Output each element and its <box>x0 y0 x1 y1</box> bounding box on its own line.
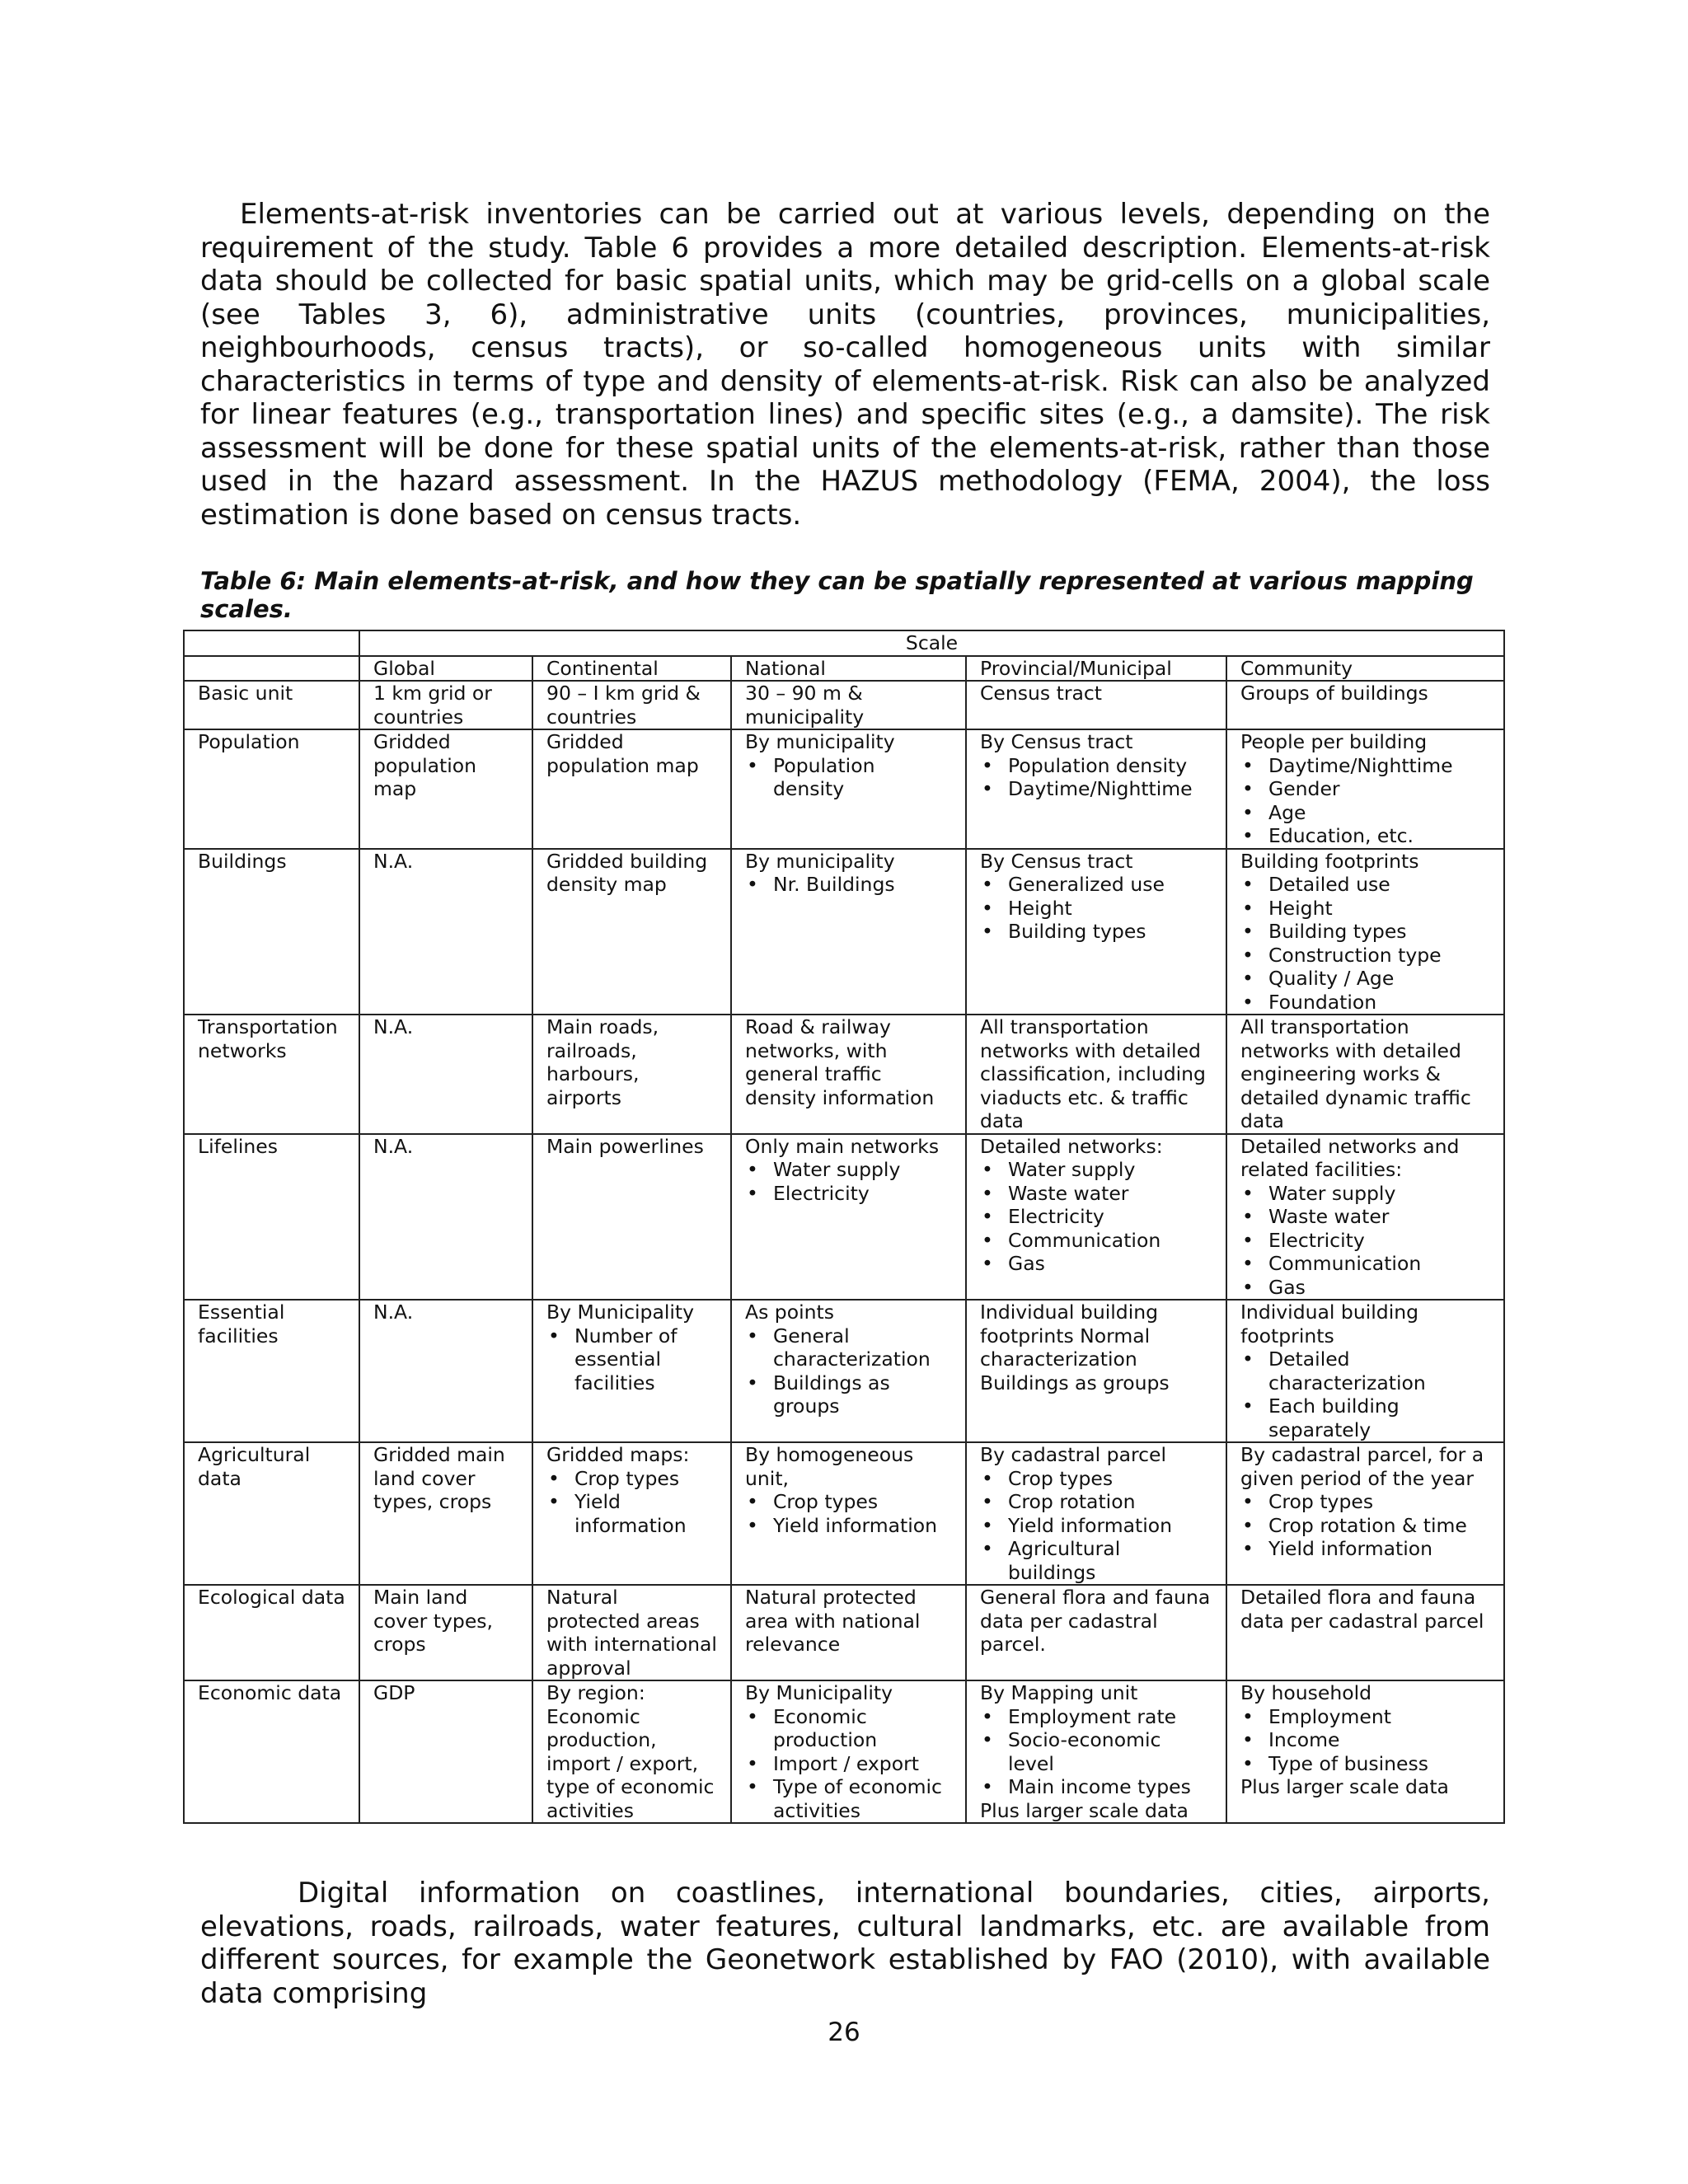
bullet-item: • Yield information <box>980 1514 1212 1538</box>
cell-text: Natural protected area with national relevance <box>745 1586 921 1656</box>
cell-text: Gridded main land cover types, crops <box>373 1443 505 1513</box>
cell-global <box>359 1680 532 1823</box>
cell-footer-text: Plus larger scale data <box>980 1798 1189 1822</box>
cell-community <box>1226 1585 1504 1680</box>
cell-text: All transportation networks with detailed classification, including viaducts etc. & traffic data <box>980 1015 1206 1132</box>
cell-text: 90 – I km grid & countries <box>546 682 701 729</box>
bullet-list <box>745 1705 952 1823</box>
bullet-item: • Nr. Buildings <box>745 873 952 897</box>
bullet-item: • Buildings as groups <box>745 1371 952 1418</box>
cell-text: Detailed flora and fauna data per cadastral parcel <box>1240 1586 1484 1633</box>
row-label: Transportation networks <box>184 1015 359 1134</box>
bullet-item: • Construction type <box>1240 944 1490 968</box>
cell-text: Main land cover types, crops <box>373 1586 494 1656</box>
cell-text: By municipality <box>745 730 895 753</box>
cell-footer-text: Plus larger scale data <box>1240 1775 1449 1798</box>
column-header-row <box>184 656 1504 682</box>
bullet-list <box>546 1467 717 1538</box>
row-label: Economic data <box>184 1680 359 1823</box>
cell-text: Only main networks <box>745 1134 940 1158</box>
table-caption: Table 6: Main elements-at-risk, and how they can be spatially represented at various mapping scales. <box>200 567 1474 623</box>
cell-text: N.A. <box>373 1301 414 1324</box>
cell-text: Detailed networks and related facilities: <box>1240 1134 1460 1181</box>
bullet-item: • Electricity <box>745 1182 952 1206</box>
bullet-item: • Daytime/Nighttime <box>1240 754 1490 778</box>
cell-text: As points <box>745 1301 834 1324</box>
cell-national <box>731 1442 966 1585</box>
cell-provincial <box>966 1134 1226 1301</box>
bullet-item: • Crop types <box>546 1467 717 1491</box>
cell-provincial <box>966 729 1226 849</box>
cell-text: Road & railway networks, with general traffic density information <box>745 1015 935 1109</box>
column-header-community: Community <box>1226 656 1504 682</box>
bullet-item: • Population density <box>745 754 952 801</box>
table-row <box>184 1300 1504 1442</box>
bullet-list <box>980 754 1212 801</box>
cell-global <box>359 1134 532 1301</box>
cell-national <box>731 1585 966 1680</box>
cell-global <box>359 1585 532 1680</box>
scale-header: Scale <box>359 630 1504 656</box>
bullet-item: • Economic production <box>745 1705 952 1752</box>
cell-text: Groups of buildings <box>1240 682 1428 705</box>
cell-text: By Municipality <box>745 1681 893 1704</box>
column-header-national: National <box>731 656 966 682</box>
bullet-item: • Gender <box>1240 777 1490 801</box>
table-row <box>184 681 1504 729</box>
bullet-item: • Gas <box>1240 1276 1490 1300</box>
table-row <box>184 1680 1504 1823</box>
bullet-item: • Type of business <box>1240 1752 1490 1776</box>
table-row <box>184 729 1504 849</box>
cell-provincial <box>966 849 1226 1015</box>
bullet-item: • Height <box>1240 897 1490 921</box>
bullet-item: • Communication <box>980 1229 1212 1253</box>
bullet-item: • Employment <box>1240 1705 1490 1729</box>
cell-national <box>731 1015 966 1134</box>
bullet-list <box>1240 1705 1490 1776</box>
bullet-item: • Education, etc. <box>1240 824 1490 848</box>
cell-continental <box>532 681 731 729</box>
cell-community <box>1226 1680 1504 1823</box>
bullet-list <box>1240 1182 1490 1300</box>
bullet-item: • General characterization <box>745 1324 952 1371</box>
cell-text: GDP <box>373 1681 415 1704</box>
cell-text: Gridded population map <box>546 730 699 777</box>
bullet-item: • Each building separately <box>1240 1394 1490 1441</box>
bullet-item: • Generalized use <box>980 873 1212 897</box>
bullet-item: • Height <box>980 897 1212 921</box>
cell-text: N.A. <box>373 1134 414 1158</box>
cell-community <box>1226 729 1504 849</box>
bullet-item: • Age <box>1240 801 1490 825</box>
cell-community <box>1226 1015 1504 1134</box>
bullet-item: • Electricity <box>980 1205 1212 1229</box>
bullet-item: • Detailed characterization <box>1240 1347 1490 1394</box>
row-label: Buildings <box>184 849 359 1015</box>
cell-global <box>359 1300 532 1442</box>
bullet-item: • Income <box>1240 1728 1490 1752</box>
cell-text: General flora and fauna data per cadastral parcel. <box>980 1586 1211 1656</box>
cell-continental <box>532 1680 731 1823</box>
column-header-continental: Continental <box>532 656 731 682</box>
bullet-list <box>1240 1490 1490 1561</box>
cell-text: By Census tract <box>980 849 1133 873</box>
bullet-item: • Yield information <box>546 1490 717 1537</box>
cell-text: N.A. <box>373 1015 414 1038</box>
bullet-item: • Water supply <box>1240 1182 1490 1206</box>
cell-text: By region: Economic production, import / export, type of economic activities <box>546 1681 715 1822</box>
cell-community <box>1226 849 1504 1015</box>
page-number: 26 <box>828 2018 860 2047</box>
row-label: Essential facilities <box>184 1300 359 1442</box>
table-row <box>184 1585 1504 1680</box>
cell-national <box>731 1680 966 1823</box>
bullet-list <box>980 1705 1212 1799</box>
cell-global <box>359 729 532 849</box>
bullet-list <box>745 754 952 801</box>
bullet-list <box>745 1324 952 1418</box>
corner-cell <box>184 656 359 682</box>
bullet-item: • Quality / Age <box>1240 967 1490 991</box>
cell-global <box>359 1015 532 1134</box>
corner-cell <box>184 630 359 656</box>
bullet-item: • Crop rotation <box>980 1490 1212 1514</box>
cell-text: Main roads, railroads, harbours, airports <box>546 1015 659 1109</box>
cell-continental <box>532 1300 731 1442</box>
cell-national <box>731 1300 966 1442</box>
cell-text: By cadastral parcel, for a given period of the year <box>1240 1443 1484 1490</box>
bullet-item: • Daytime/Nighttime <box>980 777 1212 801</box>
bullet-list <box>1240 754 1490 848</box>
cell-national <box>731 681 966 729</box>
cell-continental <box>532 729 731 849</box>
cell-text: By municipality <box>745 849 895 873</box>
cell-text: 1 km grid or countries <box>373 682 492 729</box>
cell-provincial <box>966 681 1226 729</box>
row-label: Agricultural data <box>184 1442 359 1585</box>
bullet-item: • Waste water <box>1240 1205 1490 1229</box>
cell-text: By household <box>1240 1681 1372 1704</box>
bullet-item: • Building types <box>1240 920 1490 944</box>
cell-national <box>731 849 966 1015</box>
bullet-item: • Yield information <box>1240 1537 1490 1561</box>
bullet-item: • Crop rotation & time <box>1240 1514 1490 1538</box>
bullet-item: • Gas <box>980 1252 1212 1276</box>
row-label: Ecological data <box>184 1585 359 1680</box>
cell-continental <box>532 849 731 1015</box>
cell-continental <box>532 1015 731 1134</box>
bullet-item: • Agricultural buildings <box>980 1537 1212 1584</box>
cell-text: Individual building footprints <box>1240 1301 1419 1347</box>
bullet-item: • Main income types <box>980 1775 1212 1799</box>
cell-community <box>1226 681 1504 729</box>
cell-continental <box>532 1442 731 1585</box>
table-row <box>184 1134 1504 1301</box>
cell-community <box>1226 1442 1504 1585</box>
bullet-list <box>980 1158 1212 1276</box>
cell-text: By homogeneous unit, <box>745 1443 914 1490</box>
elements-at-risk-table <box>183 630 1505 1824</box>
cell-text: Building footprints <box>1240 849 1419 873</box>
bullet-item: • Employment rate <box>980 1705 1212 1729</box>
bullet-item: • Yield information <box>745 1514 952 1538</box>
bullet-item: • Socio-economic level <box>980 1728 1212 1775</box>
cell-text: Natural protected areas with international approval <box>546 1586 717 1680</box>
cell-text: Gridded building density map <box>546 849 708 896</box>
bullet-list <box>546 1324 717 1395</box>
bullet-list <box>1240 1347 1490 1441</box>
bullet-item: • Water supply <box>745 1158 952 1182</box>
cell-text: All transportation networks with detailed engineering works & detailed dynamic traffic data <box>1240 1015 1471 1132</box>
scale-header-row <box>184 630 1504 656</box>
cell-text: By Municipality <box>546 1301 695 1324</box>
cell-provincial <box>966 1015 1226 1134</box>
bullet-list <box>1240 873 1490 1014</box>
bullet-item: • Building types <box>980 920 1212 944</box>
bullet-list <box>745 1158 952 1205</box>
cell-text: Gridded maps: <box>546 1443 690 1466</box>
cell-provincial <box>966 1442 1226 1585</box>
cell-text: Detailed networks: <box>980 1134 1163 1158</box>
table-row <box>184 1442 1504 1585</box>
bullet-item: • Population density <box>980 754 1212 778</box>
cell-text: Main powerlines <box>546 1134 704 1158</box>
table-row <box>184 849 1504 1015</box>
cell-text: By Mapping unit <box>980 1681 1138 1704</box>
column-header-provincial: Provincial/Municipal <box>966 656 1226 682</box>
bullet-item: • Type of economic activities <box>745 1775 952 1822</box>
row-label: Lifelines <box>184 1134 359 1301</box>
cell-provincial <box>966 1585 1226 1680</box>
cell-global <box>359 681 532 729</box>
table-row <box>184 1015 1504 1134</box>
column-header-global: Global <box>359 656 532 682</box>
bullet-item: • Number of essential facilities <box>546 1324 717 1395</box>
bullet-item: • Waste water <box>980 1182 1212 1206</box>
bullet-item: • Crop types <box>745 1490 952 1514</box>
closing-paragraph: Digital information on coastlines, international boundaries, cities, airports, elevations, roads, railroads, water features, cultural landmarks, etc. are available from different sources, for example the Geonetwork established by FAO (2010), with available data comprising <box>200 1877 1490 2010</box>
row-label: Basic unit <box>184 681 359 729</box>
cell-global <box>359 1442 532 1585</box>
bullet-item: • Import / export <box>745 1752 952 1776</box>
cell-text: Gridded population map <box>373 730 477 800</box>
cell-text: 30 – 90 m & municipality <box>745 682 865 729</box>
cell-provincial <box>966 1680 1226 1823</box>
bullet-item: • Crop types <box>1240 1490 1490 1514</box>
bullet-item: • Electricity <box>1240 1229 1490 1253</box>
cell-community <box>1226 1300 1504 1442</box>
bullet-item: • Communication <box>1240 1252 1490 1276</box>
bullet-item: • Water supply <box>980 1158 1212 1182</box>
cell-text: By Census tract <box>980 730 1133 753</box>
cell-continental <box>532 1585 731 1680</box>
bullet-item: • Crop types <box>980 1467 1212 1491</box>
bullet-list <box>745 873 952 897</box>
cell-text: People per building <box>1240 730 1428 753</box>
intro-paragraph: Elements-at-risk inventories can be carried out at various levels, depending on the requirement of the study. Table 6 provides a more detailed description. Elements-at-risk data should be collected for basic spatial units, which may be grid-cells on a global scale (see Tables 3, 6), administrative units (countries, provinces, municipalities, neighbourhoods, census tracts), or so-called homogeneous units with similar characteristics in terms of type and density of elements-at-risk. Risk can also be analyzed for linear features (e.g., transportation lines) and specific sites (e.g., a damsite). The risk assessment will be done for these spatial units of the elements-at-risk, rather than those used in the hazard assessment. In the HAZUS methodology (FEMA, 2004), the loss estimation is done based on census tracts. <box>200 198 1490 532</box>
cell-text: N.A. <box>373 849 414 873</box>
cell-provincial <box>966 1300 1226 1442</box>
row-label: Population <box>184 729 359 849</box>
cell-global <box>359 849 532 1015</box>
cell-national <box>731 729 966 849</box>
bullet-list <box>980 873 1212 944</box>
cell-text: Individual building footprints Normal characterization Buildings as groups <box>980 1301 1170 1394</box>
bullet-list <box>980 1467 1212 1585</box>
bullet-item: • Foundation <box>1240 991 1490 1015</box>
cell-text: By cadastral parcel <box>980 1443 1167 1466</box>
cell-national <box>731 1134 966 1301</box>
bullet-list <box>745 1490 952 1537</box>
cell-continental <box>532 1134 731 1301</box>
bullet-item: • Detailed use <box>1240 873 1490 897</box>
cell-text: Census tract <box>980 682 1103 705</box>
cell-community <box>1226 1134 1504 1301</box>
